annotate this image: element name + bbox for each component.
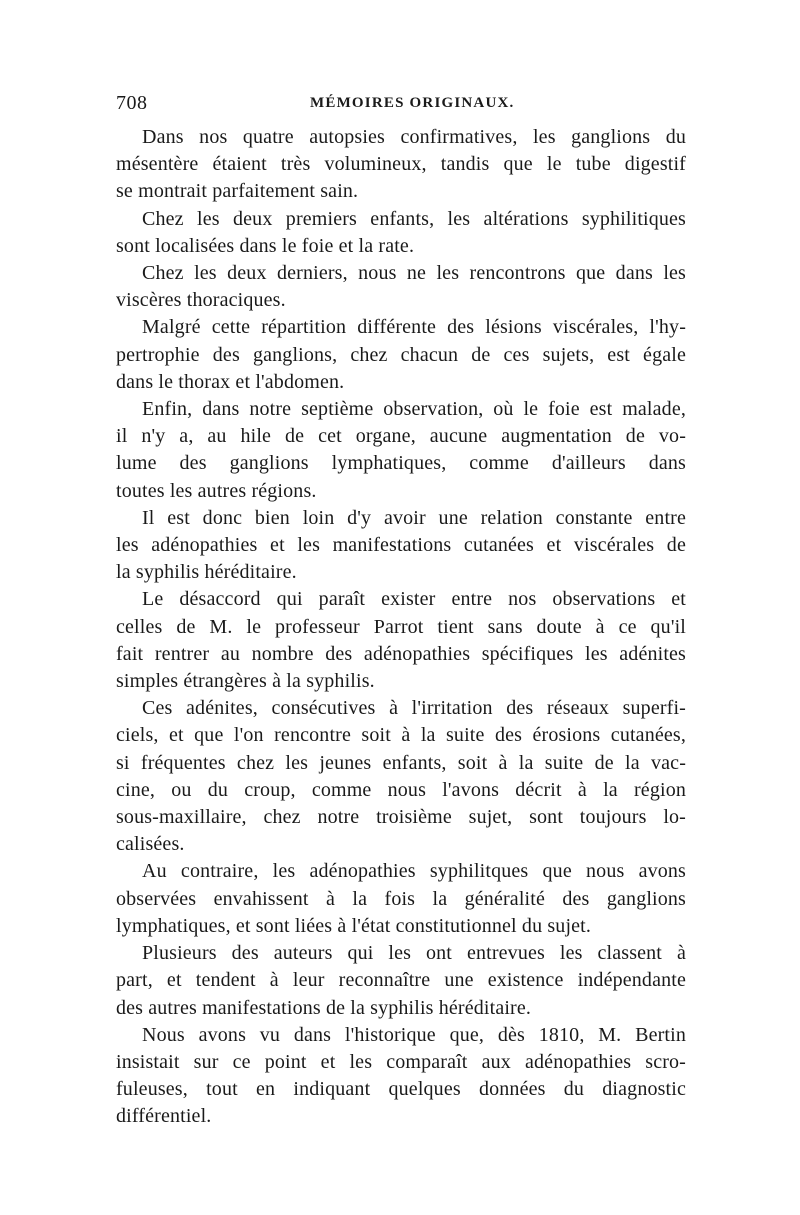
text-line: toutes les autres régions. [116, 479, 317, 502]
text-line: Dans nos quatre autopsies confirmatives, les ganglions du [142, 126, 686, 148]
paragraph [116, 1022, 686, 1131]
text-line: pertrophie des ganglions, chez chacun de ces sujets, est égale [116, 343, 686, 366]
text-line: observées envahissent à la fois la généralité des ganglions [116, 887, 686, 910]
text-line: Chez les deux premiers enfants, les altérations syphilitiques [142, 207, 686, 230]
text-line: celles de M. le professeur Parrot tient sans doute à ce qu'il [116, 615, 686, 638]
paragraph [116, 505, 686, 587]
text-line: Malgré cette répartition différente des lésions viscérales, l'hy- [142, 316, 686, 339]
paragraph [116, 396, 686, 505]
paragraph [116, 124, 686, 206]
text-line: sous-maxillaire, chez notre troisième sujet, sont toujours lo- [116, 806, 686, 829]
text-line: calisées. [116, 833, 185, 856]
running-head [116, 92, 686, 118]
text-line: fuleuses, tout en indiquant quelques données du diagnostic [116, 1078, 686, 1101]
text-line: Au contraire, les adénopathies syphilitques que nous avons [142, 860, 686, 883]
paragraph [116, 260, 686, 314]
body-text [116, 124, 686, 1131]
text-line: Enfin, dans notre septième observation, où le foie est malade, [142, 398, 686, 421]
text-line: insistait sur ce point et les comparaît aux adénopathies scro- [116, 1050, 686, 1073]
text-line: part, et tendent à leur reconnaître une existence indépendante [116, 969, 686, 992]
text-line: les adénopathies et les manifestations cutanées et viscérales de [116, 534, 686, 557]
page-number: 708 [116, 92, 148, 114]
text-line: fait rentrer au nombre des adénopathies spécifiques les adénites [116, 642, 686, 665]
text-line: simples étrangères à la syphilis. [116, 670, 375, 693]
text-line: se montrait parfaitement sain. [116, 180, 359, 203]
paragraph [116, 695, 686, 858]
text-line: ciels, et que l'on rencontre soit à la suite des érosions cutanées, [116, 724, 686, 747]
text-line: Ces adénites, consécutives à l'irritation des réseaux superfi- [142, 697, 686, 720]
text-line: sont localisées dans le foie et la rate. [116, 234, 415, 257]
text-line: il n'y a, au hile de cet organe, aucune augmentation de vo- [116, 425, 686, 448]
text-line: Il est donc bien loin d'y avoir une relation constante entre [142, 506, 686, 529]
document-page [116, 92, 686, 1131]
text-line: cine, ou du croup, comme nous l'avons décrit à la région [116, 778, 686, 801]
text-line: mésentère étaient très volumineux, tandis que le tube digestif [116, 153, 686, 176]
text-line: si fréquentes chez les jeunes enfants, soit à la suite de la vac- [116, 751, 686, 774]
paragraph [116, 206, 686, 260]
paragraph [116, 314, 686, 396]
text-line: la syphilis héréditaire. [116, 561, 297, 584]
paragraph [116, 940, 686, 1022]
text-line: lume des ganglions lymphatiques, comme d'ailleurs dans [116, 452, 686, 475]
text-line: Le désaccord qui paraît exister entre nos observations et [142, 588, 686, 611]
text-line: Plusieurs des auteurs qui les ont entrevues les classent à [142, 942, 686, 965]
text-line: Nous avons vu dans l'historique que, dès 1810, M. Bertin [142, 1023, 686, 1046]
text-line: viscères thoraciques. [116, 289, 286, 312]
running-title: MÉMOIRES ORIGINAUX. [310, 95, 515, 111]
paragraph [116, 586, 686, 695]
paragraph [116, 858, 686, 940]
text-line: lymphatiques, et sont liées à l'état constitutionnel du sujet. [116, 914, 592, 937]
text-line: Chez les deux derniers, nous ne les rencontrons que dans les [142, 262, 686, 285]
text-line: des autres manifestations de la syphilis héréditaire. [116, 996, 532, 1019]
text-line: différentiel. [116, 1105, 212, 1128]
text-line: dans le thorax et l'abdomen. [116, 370, 345, 393]
